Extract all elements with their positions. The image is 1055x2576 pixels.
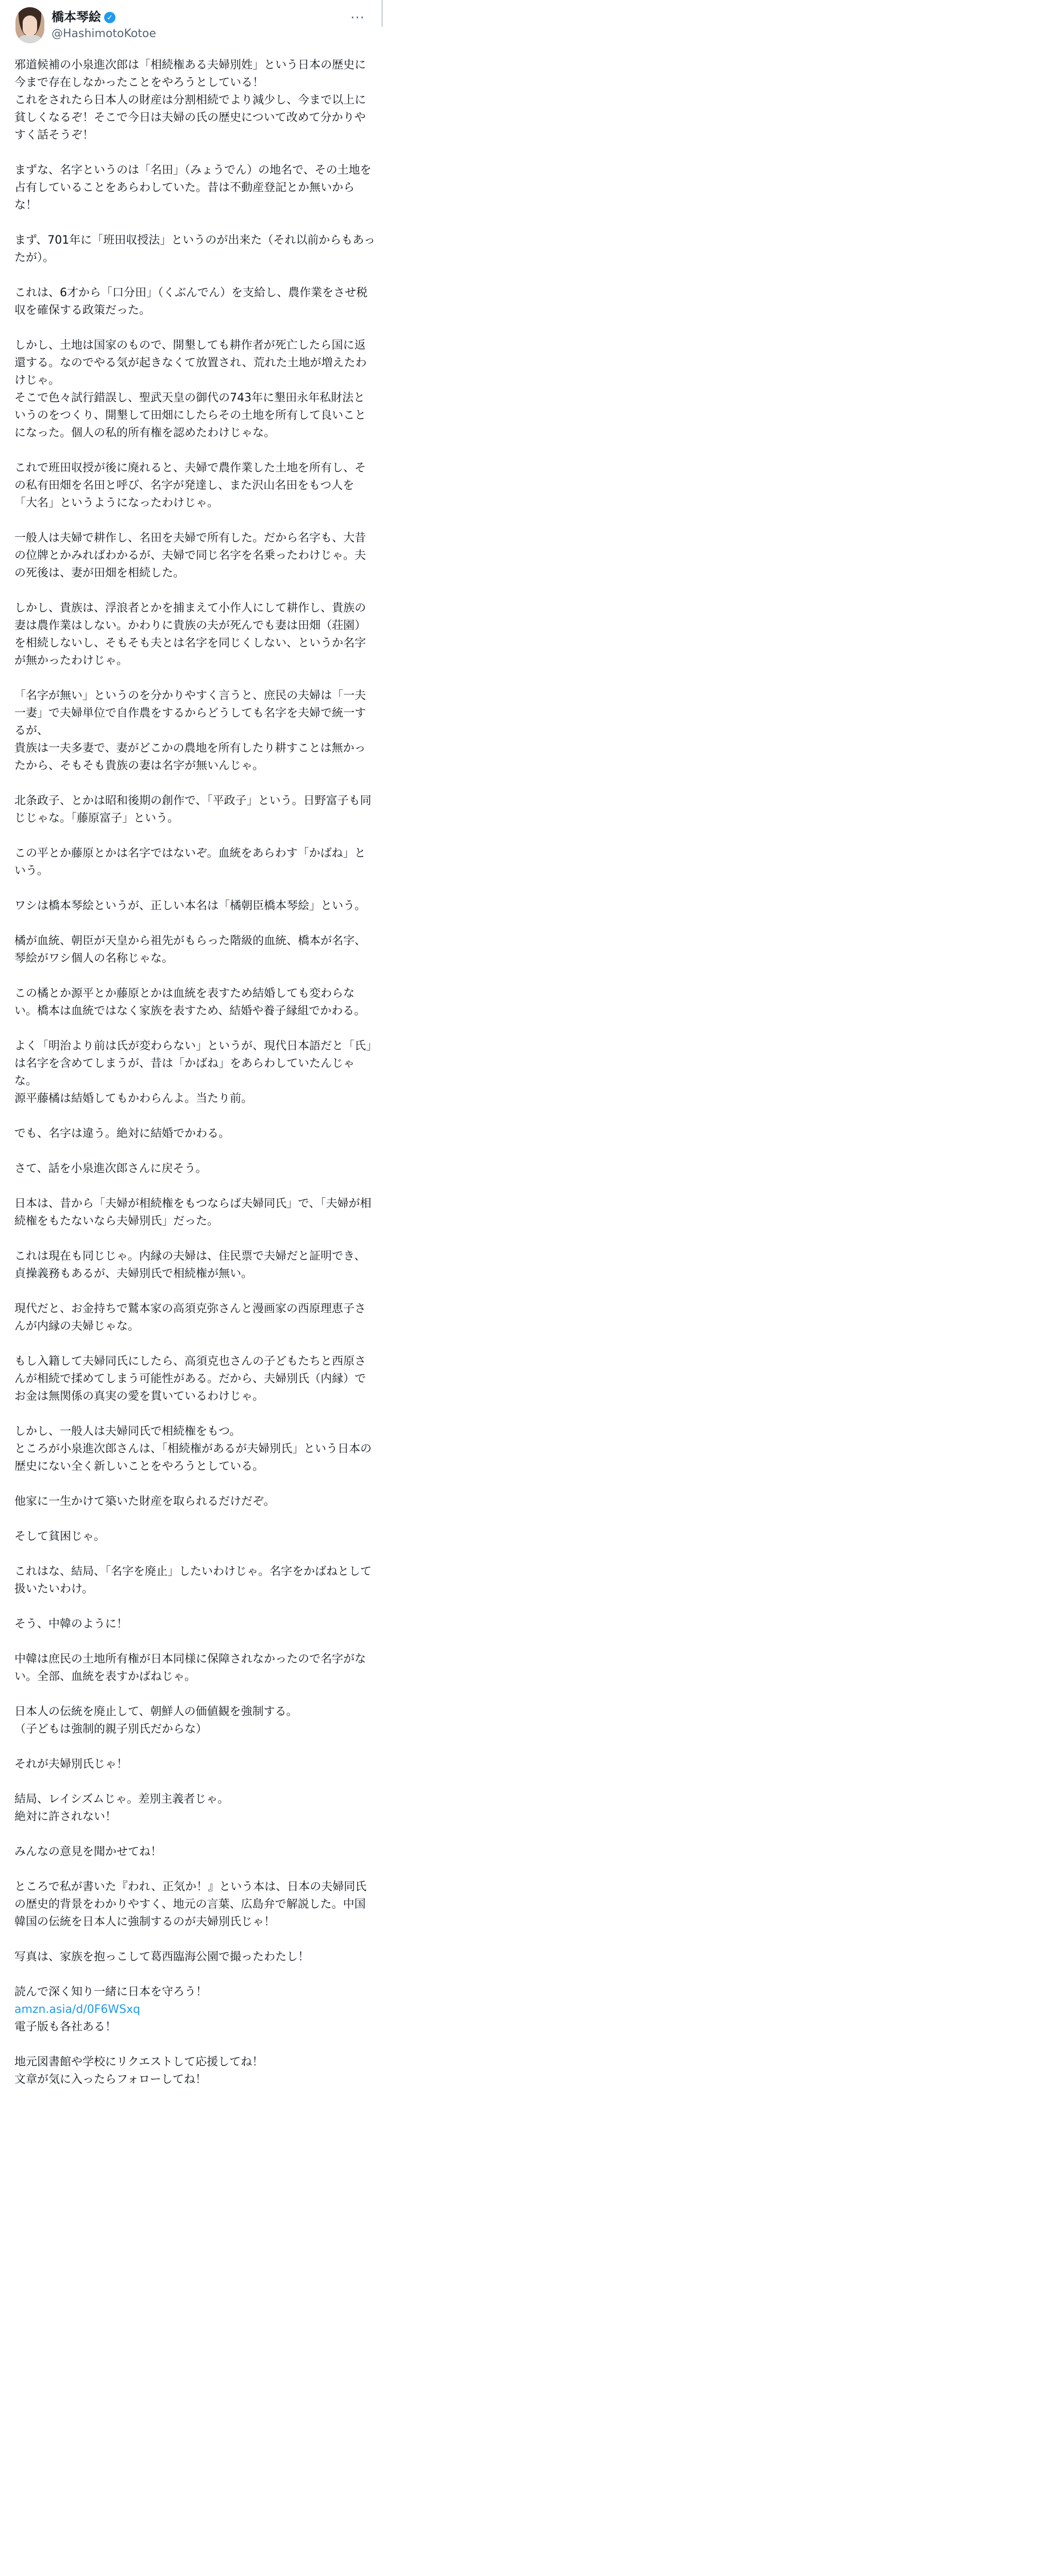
post-paragraph: これで班田収授が後に廃れると、夫婦で農作業した土地を所有し、その私有田畑を名田と呼び、名字が発達し、また沢山名田をもつ人を「大名」というようになったわけじゃ。 [14,462,366,510]
post-paragraph: よく「明治より前は氏が変わらない」というが、現代日本語だと「氏」は名字を含めてしまうが、昔は「かばね」をあらわしていたんじゃな。 源平藤橘は結婚してもかわらんよ。当たり前。 [14,1040,372,1105]
post-paragraph: 結局、レイシズムじゃ。差別主義者じゃ。 絶対に許されない！ [14,1793,229,1823]
post-paragraph: みんなの意見を聞かせてね！ [14,1845,162,1858]
display-name-text[interactable]: 橋本琴絵 [52,10,101,24]
post-text [14,57,375,2089]
post-paragraph: 現代だと、お金持ちで鷲本家の高須克弥さんと漫画家の西原理恵子さんが内縁の夫婦じゃな。 [14,1302,366,1333]
post-paragraph: まずな、名字というのは「名田」（みょうでん）の地名で、その土地を占有していることをあらわしていた。昔は不動産登記とか無いからな！ [14,164,372,212]
post-paragraph: そう、中韓のように！ [14,1618,128,1631]
post-paragraph: それが夫婦別氏じゃ！ [14,1758,128,1771]
post-paragraph: しかし、土地は国家のもので、開墾しても耕作者が死亡したら国に返還する。なのでやる気が起きなくて放置され、荒れた土地が増えたわけじゃ。 そこで色々試行錯誤し、聖武天皇の御代の743年に墾田永年私財法というのをつくり、開墾して田畑にしたらその土地を所有して良いことになった。個人の私的所有権を認めたわけじゃな。 [14,339,367,439]
post-paragraph: でも、名字は違う。絶対に結婚でかわる。 [14,1127,230,1140]
post-paragraph: 電子版も各社ある！ [14,2021,117,2033]
book-link[interactable]: amzn.asia/d/0F6WSxq [14,2003,141,2016]
post-paragraph: 「名字が無い」というのを分かりやすく言うと、庶民の夫婦は「一夫一妻」で夫婦単位で自作農をするからどうしても名字を夫婦で統一するが、 貴族は一夫多妻で、妻がどこかの農地を所有したり耕すことは無かったから、そもそも貴族の妻は名字が無いんじゃ。 [14,689,366,772]
post-paragraph: まず、701年に「班田収授法」というのが出来た（それ以前からもあったが）。 [14,234,376,264]
post-paragraph: しかし、一般人は夫婦同氏で相続権をもつ。 ところが小泉進次郎さんは、「相続権があるが夫婦別氏」という日本の歴史にない全く新しいことをやろうとしている。 [14,1425,372,1473]
post-paragraph: 読んで深く知り一緒に日本を守ろう！ [14,1986,208,1998]
post-paragraph: これは現在も同じじゃ。内縁の夫婦は、住民票で夫婦だと証明でき、貞操義務もあるが、夫婦別氏で相続権が無い。 [14,1250,366,1280]
post-paragraph: 写真は、家族を抱っこして葛西臨海公園で撮ったわたし！ [14,1951,310,1963]
post-paragraph: もし入籍して夫婦同氏にしたら、高須克也さんの子どもたちと西原さんが相続で揉めてしまう可能性がある。だから、夫婦別氏（内縁）でお金は無関係の真実の愛を貫いているわけじゃ。 [14,1355,366,1403]
display-name[interactable] [52,9,115,25]
column-divider [381,0,383,27]
post-paragraph: これは、6才から「口分田」（くぶんでん）を支給し、農作業をさせ税収を確保する政策だった。 [14,286,367,317]
post-paragraph: さて、話を小泉進次郎さんに戻そう。 [14,1162,207,1175]
post-paragraph: ワシは橋本琴絵というが、正しい本名は「橘朝臣橋本琴絵」という。 [14,900,366,912]
post-paragraph: そして貧困じゃ。 [14,1530,106,1543]
post-paragraph: この平とか藤原とかは名字ではないぞ。血統をあらわす「かばね」という。 [14,847,366,877]
more-options-icon[interactable]: ··· [350,10,365,26]
user-handle[interactable]: @HashimotoKotoe [52,27,156,40]
post-paragraph: この橘とか源平とか藤原とかは血統を表すため結婚しても変わらない。橋本は血統ではなく家族を表すため、結婚や養子縁組でかわる。 [14,987,366,1018]
post-paragraph: 中韓は庶民の土地所有権が日本同様に保障されなかったので名字がない。全部、血統を表すかばねじゃ。 [14,1653,366,1683]
verified-badge-icon: ✓ [104,12,115,23]
post-paragraph: 邪道候補の小泉進次郎は「相続権ある夫婦別姓」という日本の歴史に今まで存在しなかったことをやろうとしている！ これをされたら日本人の財産は分割相続でより減少し、今まで以上に貧しくなるぞ！そこで今日は夫婦の氏の歴史について改めて分かりやすく話そうぞ！ [14,59,366,142]
post-paragraph: 地元図書館や学校にリクエストして応援してね！ 文章が気に入ったらフォローしてね！ [14,2056,264,2086]
post-paragraph: 他家に一生かけて築いた財産を取られるだけだぞ。 [14,1495,275,1508]
post-paragraph: 日本は、昔から「夫婦が相続権をもつならば夫婦同氏」で、「夫婦が相続権をもたないなら夫婦別氏」だった。 [14,1197,372,1228]
post-paragraph: 一般人は夫婦で耕作し、名田を夫婦で所有した。だから名字も、大昔の位牌とかみればわかるが、夫婦で同じ名字を名乗ったわけじゃ。夫の死後は、妻が田畑を相続した。 [14,532,366,580]
post-paragraph: 橘が血統、朝臣が天皇から祖先がもらった階級的血統、橋本が名字、琴絵がワシ個人の名称じゃな。 [14,935,366,965]
post-paragraph: 北条政子、とかは昭和後期の創作で、「平政子」という。日野富子も同じじゃな。「藤原富子」という。 [14,794,372,825]
avatar[interactable] [15,7,44,43]
post-paragraph: 日本人の伝統を廃止して、朝鮮人の価値観を強制する。 （子どもは強制的親子別氏だからな） [14,1705,298,1736]
post-paragraph: しかし、貴族は、浮浪者とかを捕まえて小作人にして耕作し、貴族の妻は農作業はしない。かわりに貴族の夫が死んでも妻は田畑（荘園）を相続しないし、そもそも夫とは名字を同じくしない、というか名字が無かったわけじゃ。 [14,602,366,667]
post-header [15,7,366,54]
post-paragraph: これはな、結局、「名字を廃止」したいわけじゃ。名字をかばねとして扱いたいわけ。 [14,1565,372,1596]
post-paragraph: ところで私が書いた『われ、正気か！』という本は、日本の夫婦同氏の歴史的背景をわかりやすく、地元の言葉、広島弁で解説した。中国韓国の伝統を日本人に強制するのが夫婦別氏じゃ！ [14,1880,367,1928]
